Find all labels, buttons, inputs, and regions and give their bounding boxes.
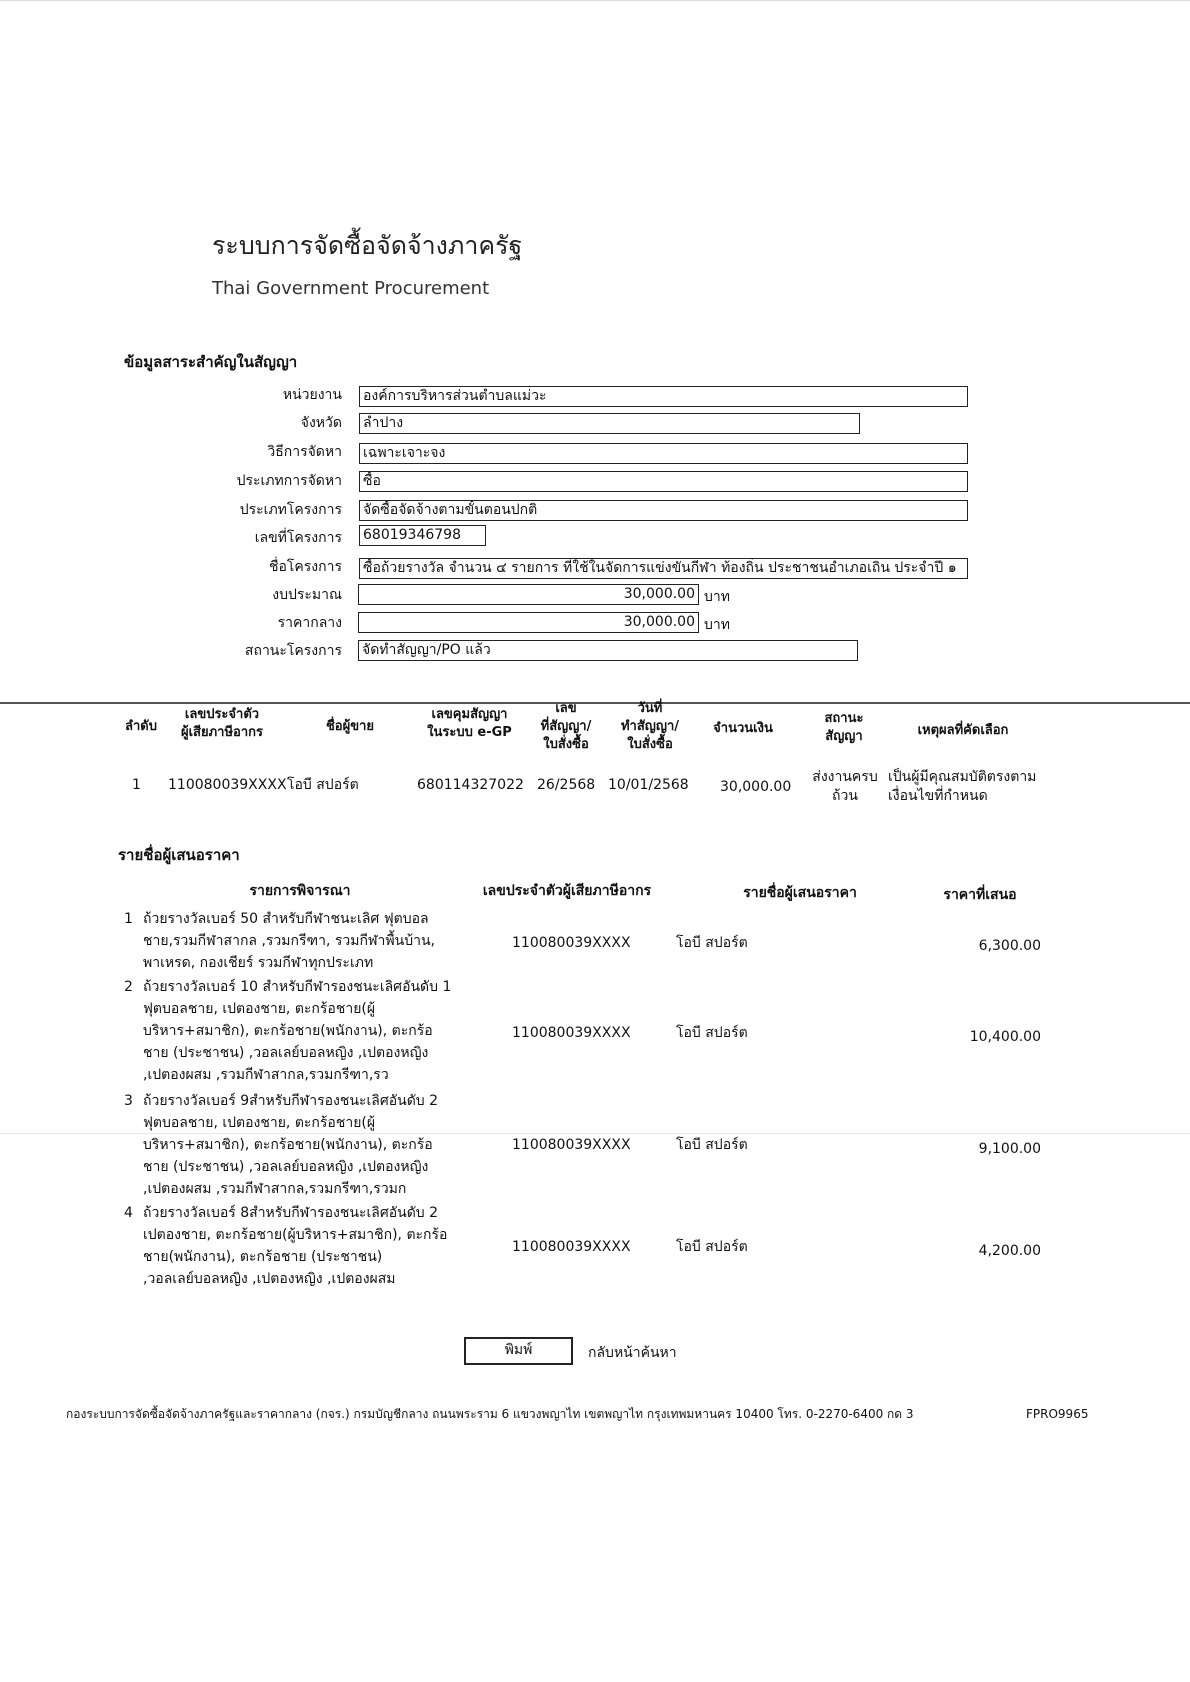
scan-edge-line [0,0,1190,1]
contract-row-egp-no: 680114327022 [417,777,524,793]
contract-row-status: ส่งงานครบ ถ้วน [812,769,878,804]
bid-row-bidder: โอบี สปอร์ต [676,1025,748,1041]
field-label-agency: หน่วยงาน [282,387,342,403]
field-project-type: จัดซื้อจัดจ้างตามขั้นตอนปกติ [359,500,968,521]
contract-row-tax-id: 110080039XXXX [168,777,287,793]
field-project-status: จัดทำสัญญา/PO แล้ว [358,640,858,661]
bid-row-no: 4 [124,1205,133,1221]
field-budget: 30,000.00 [358,584,699,605]
bid-row-item: ถ้วยรางวัลเบอร์ 9สำหรับกีฬารองชนะเลิศอันดับ 2 ฟุตบอลชาย, เปตองชาย, ตะกร้อชาย(ผู้ บริหาร+สมาชิก), ตะกร้อชาย(พนักงาน), ตะกร้อ ชาย (ประชาชน) ,วอลเลย์บอลหญิง ,เปตองหญิง ,เปตองผสม ,รวมกีฬาสากล,รวมกรีฑา,รวมก [143,1093,439,1197]
bid-row-price: 4,200.00 [978,1243,1041,1259]
bid-row-tax-id: 110080039XXXX [512,1025,631,1041]
bid-header-bidder: รายชื่อผู้เสนอราคา [743,885,857,901]
col-header-contract-status: สถานะ สัญญา [824,711,864,744]
footer-address: กองระบบการจัดซื้อจัดจ้างภาครัฐและราคากลาง (กจร.) กรมบัญชีกลาง ถนนพระราม 6 แขวงพญาไท เขตพญาไท กรุงเทพมหานคร 10400 โทร. 0-2270-6400 กด 3 [66,1407,914,1421]
bid-row-item: ถ้วยรางวัลเบอร์ 50 สำหรับกีฬาชนะเลิศ ฟุตบอล ชาย,รวมกีฬาสากล ,รวมกรีฑา, รวมกีฬาพื้นบ้าน, พาเหรด, กองเชียร์ รวมกีฬาทุกประเภท [143,911,435,971]
bid-row-no: 3 [124,1093,133,1109]
field-label-project-name: ชื่อโครงการ [268,559,342,575]
bid-header-item: รายการพิจารณา [249,883,351,899]
contract-row-contract-no: 26/2568 [537,777,596,793]
footer-code: FPRO9965 [1026,1407,1089,1421]
bid-row-price: 6,300.00 [978,938,1041,954]
contract-row-amount: 30,000.00 [720,779,792,795]
field-label-project-no: เลขที่โครงการ [254,530,342,546]
budget-unit: บาท [704,589,730,605]
section-title-contract-info: ข้อมูลสาระสำคัญในสัญญา [124,353,298,371]
section-title-bidders: รายชื่อผู้เสนอราคา [118,846,240,864]
field-median-price: 30,000.00 [358,612,699,633]
field-label-project-status: สถานะโครงการ [244,643,342,659]
field-agency: องค์การบริหารส่วนตำบลแม่วะ [359,386,968,407]
contract-row-seller: โอบี สปอร์ต [287,777,359,793]
field-label-procurement-type: ประเภทการจัดหา [236,473,342,489]
field-procurement-type: ซื้อ [359,471,968,492]
col-header-seller: ชื่อผู้ขาย [325,719,375,734]
col-header-reason: เหตุผลที่คัดเลือก [917,723,1009,738]
bid-row-bidder: โอบี สปอร์ต [676,1239,748,1255]
bid-row-no: 1 [124,911,133,927]
col-header-egp-no: เลขคุมสัญญา ในระบบ e-GP [427,707,512,740]
contract-row-date: 10/01/2568 [608,777,689,793]
field-project-no: 68019346798 [359,525,486,546]
contract-row-no: 1 [132,777,141,793]
bid-header-tax-id: เลขประจำตัวผู้เสียภาษีอากร [482,883,652,899]
bid-header-price: ราคาที่เสนอ [943,887,1017,903]
bid-row-bidder: โอบี สปอร์ต [676,935,748,951]
bid-row-tax-id: 110080039XXXX [512,1137,631,1153]
print-button[interactable]: พิมพ์ [464,1337,573,1365]
bid-row-price: 9,100.00 [978,1141,1041,1157]
bid-row-item: ถ้วยรางวัลเบอร์ 10 สำหรับกีฬารองชนะเลิศอันดับ 1 ฟุตบอลชาย, เปตองชาย, ตะกร้อชาย(ผู้ บริหาร+สมาชิก), ตะกร้อชาย(พนักงาน), ตะกร้อ ชาย (ประชาชน) ,วอลเลย์บอลหญิง ,เปตองหญิง ,เปตองผสม ,รวมกีฬาสากล,รวมกรีฑา,รว [143,979,452,1083]
col-header-tax-id: เลขประจำตัว ผู้เสียภาษีอากร [180,707,263,740]
field-label-median-price: ราคากลาง [277,615,342,631]
col-header-contract-no: เลข ที่สัญญา/ ใบสั่งซื้อ [540,701,592,752]
field-method: เฉพาะเจาะจง [359,443,968,464]
brand-title-en: Thai Government Procurement [212,278,490,299]
field-label-project-type: ประเภทโครงการ [239,502,342,518]
bid-row-no: 2 [124,979,133,995]
col-header-amount: จำนวนเงิน [713,721,773,736]
brand-title-th: ระบบการจัดซื้อจัดจ้างภาครัฐ [212,231,523,260]
field-project-name: ซื้อถ้วยรางวัล จำนวน ๔ รายการ ที่ใช้ในจัดการแข่งขันกีฬา ท้องถิ่น ประชาชนอำเภอเถิน ประจำปี ๑ [359,558,968,579]
field-label-method: วิธีการจัดหา [267,444,342,460]
field-label-budget: งบประมาณ [272,587,342,603]
scan-seam-line [0,1133,1190,1134]
bid-row-item: ถ้วยรางวัลเบอร์ 8สำหรับกีฬารองชนะเลิศอันดับ 2 เปตองชาย, ตะกร้อชาย(ผู้บริหาร+สมาชิก), ตะกร้อ ชาย(พนักงาน), ตะกร้อชาย (ประชาชน) ,วอลเลย์บอลหญิง ,เปตองหญิง ,เปตองผสม [143,1205,448,1287]
field-label-province: จังหวัด [300,415,342,431]
bid-row-bidder: โอบี สปอร์ต [676,1137,748,1153]
col-header-no: ลำดับ [125,719,157,734]
bid-row-tax-id: 110080039XXXX [512,935,631,951]
field-province: ลำปาง [359,413,860,434]
col-header-contract-date: วันที่ ทำสัญญา/ ใบสั่งซื้อ [620,701,679,752]
back-to-search-link[interactable]: กลับหน้าค้นหา [588,1345,677,1361]
bid-row-price: 10,400.00 [969,1029,1041,1045]
contract-row-reason: เป็นผู้มีคุณสมบัติตรงตาม เงื่อนไขที่กำหนด [888,769,1037,804]
bid-row-tax-id: 110080039XXXX [512,1239,631,1255]
median-price-unit: บาท [704,617,730,633]
